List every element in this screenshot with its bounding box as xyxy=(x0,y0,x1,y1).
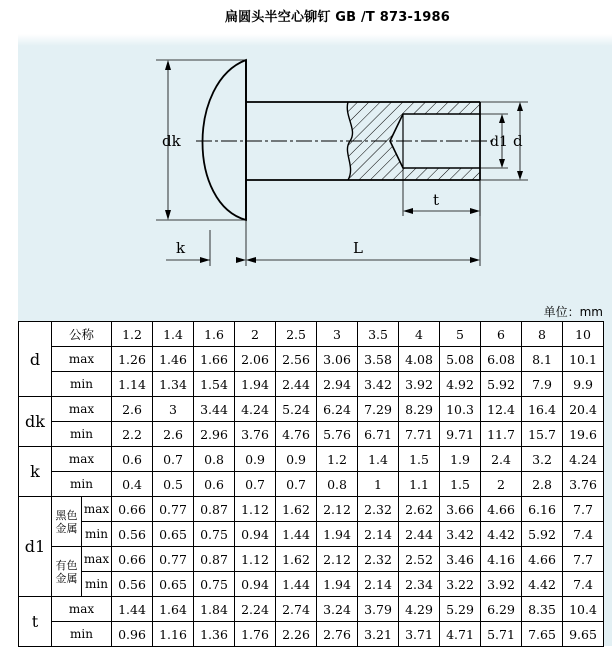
value-cell: 5.76 xyxy=(317,422,358,447)
value-cell: 1.4 xyxy=(358,447,399,472)
value-cell: 1.9 xyxy=(440,447,481,472)
row-label-max: max xyxy=(52,447,112,472)
value-cell: 1.94 xyxy=(317,572,358,597)
value-cell: 5.24 xyxy=(276,397,317,422)
value-cell: 7.4 xyxy=(563,572,604,597)
nominal-cell: 1.6 xyxy=(194,322,235,347)
value-cell: 2.24 xyxy=(235,597,276,622)
value-cell: 1.84 xyxy=(194,597,235,622)
value-cell: 2.34 xyxy=(399,572,440,597)
value-cell: 2.44 xyxy=(276,372,317,397)
value-cell: 6.16 xyxy=(522,497,563,522)
value-cell: 2.14 xyxy=(358,572,399,597)
nominal-cell: 1.4 xyxy=(153,322,194,347)
d-arrow-bottom xyxy=(517,171,523,180)
value-cell: 1.64 xyxy=(153,597,194,622)
value-cell: 10.1 xyxy=(563,347,604,372)
d1-arrow-top xyxy=(499,114,505,123)
value-cell: 2.6 xyxy=(112,397,153,422)
value-cell: 1.62 xyxy=(276,547,317,572)
value-cell: 3.2 xyxy=(522,447,563,472)
value-cell: 4.16 xyxy=(481,547,522,572)
value-cell: 1.5 xyxy=(440,472,481,497)
value-cell: 0.8 xyxy=(194,447,235,472)
value-cell: 1.2 xyxy=(317,447,358,472)
value-cell: 1.26 xyxy=(112,347,153,372)
table-row-dk-min xyxy=(19,422,604,447)
t-arrow-left xyxy=(403,208,413,214)
value-cell: 12.4 xyxy=(481,397,522,422)
value-cell: 1.94 xyxy=(235,372,276,397)
value-cell: 3.66 xyxy=(440,497,481,522)
nominal-cell: 8 xyxy=(522,322,563,347)
table-row-k-max xyxy=(19,447,604,472)
d1-label: d1 xyxy=(490,134,508,150)
row-label-max: max xyxy=(52,397,112,422)
value-cell: 0.7 xyxy=(153,447,194,472)
value-cell: 3.58 xyxy=(358,347,399,372)
value-cell: 0.77 xyxy=(153,547,194,572)
table-row-d1-ferrous-min xyxy=(19,522,604,547)
row-label-max: max xyxy=(82,497,112,522)
value-cell: 2.12 xyxy=(317,497,358,522)
l-arrow-left xyxy=(246,257,256,263)
value-cell: 1.34 xyxy=(153,372,194,397)
nominal-cell: 3.5 xyxy=(358,322,399,347)
value-cell: 0.6 xyxy=(194,472,235,497)
value-cell: 2.6 xyxy=(153,422,194,447)
d-label: d xyxy=(513,132,523,150)
nominal-cell: 1.2 xyxy=(112,322,153,347)
value-cell: 1.62 xyxy=(276,497,317,522)
value-cell: 0.6 xyxy=(112,447,153,472)
header-row xyxy=(19,322,604,347)
value-cell: 7.65 xyxy=(522,622,563,647)
value-cell: 7.7 xyxy=(563,497,604,522)
value-cell: 3.42 xyxy=(358,372,399,397)
value-cell: 3.92 xyxy=(399,372,440,397)
value-cell: 2.2 xyxy=(112,422,153,447)
value-cell: 15.7 xyxy=(522,422,563,447)
value-cell: 1.76 xyxy=(235,622,276,647)
value-cell: 16.4 xyxy=(522,397,563,422)
row-label-max: max xyxy=(82,547,112,572)
value-cell: 9.9 xyxy=(563,372,604,397)
table-row-t-max xyxy=(19,597,604,622)
value-cell: 3.92 xyxy=(481,572,522,597)
t-arrow-right xyxy=(470,208,480,214)
value-cell: 0.7 xyxy=(235,472,276,497)
value-cell: 1.94 xyxy=(317,522,358,547)
nominal-header: 公称 xyxy=(52,322,112,347)
value-cell: 1.46 xyxy=(153,347,194,372)
value-cell: 20.4 xyxy=(563,397,604,422)
nominal-cell: 5 xyxy=(440,322,481,347)
group-label-k: k xyxy=(19,447,52,497)
value-cell: 6.24 xyxy=(317,397,358,422)
value-cell: 1.44 xyxy=(276,572,317,597)
value-cell: 5.92 xyxy=(481,372,522,397)
nominal-cell: 2 xyxy=(235,322,276,347)
k-arrow-right xyxy=(236,257,246,263)
value-cell: 0.5 xyxy=(153,472,194,497)
value-cell: 2.4 xyxy=(481,447,522,472)
value-cell: 19.6 xyxy=(563,422,604,447)
value-cell: 2.62 xyxy=(399,497,440,522)
value-cell: 3.42 xyxy=(440,522,481,547)
value-cell: 2.96 xyxy=(194,422,235,447)
l-label: L xyxy=(353,239,363,257)
value-cell: 4.92 xyxy=(440,372,481,397)
value-cell: 4.42 xyxy=(522,572,563,597)
value-cell: 4.42 xyxy=(481,522,522,547)
value-cell: 11.7 xyxy=(481,422,522,447)
value-cell: 2.06 xyxy=(235,347,276,372)
material-label-nonferrous: 有色金属 xyxy=(52,547,82,597)
value-cell: 1.1 xyxy=(399,472,440,497)
value-cell: 2.52 xyxy=(399,547,440,572)
value-cell: 0.65 xyxy=(153,522,194,547)
value-cell: 2.74 xyxy=(276,597,317,622)
row-label-min: min xyxy=(52,472,112,497)
value-cell: 4.24 xyxy=(563,447,604,472)
nominal-cell: 2.5 xyxy=(276,322,317,347)
dk-label: dk xyxy=(162,132,181,150)
value-cell: 1.36 xyxy=(194,622,235,647)
value-cell: 0.8 xyxy=(317,472,358,497)
value-cell: 6.71 xyxy=(358,422,399,447)
k-label: k xyxy=(176,239,186,257)
value-cell: 1.44 xyxy=(112,597,153,622)
row-label-min: min xyxy=(52,372,112,397)
nominal-cell: 10 xyxy=(563,322,604,347)
value-cell: 3.22 xyxy=(440,572,481,597)
table-row-d-min xyxy=(19,372,604,397)
value-cell: 4.24 xyxy=(235,397,276,422)
material-label-ferrous: 黑色金属 xyxy=(52,497,82,547)
value-cell: 2.14 xyxy=(358,522,399,547)
value-cell: 8.35 xyxy=(522,597,563,622)
value-cell: 0.94 xyxy=(235,572,276,597)
d1-arrow-bottom xyxy=(499,159,505,168)
page-title: 扁圆头半空心铆钉 GB /T 873-1986 xyxy=(224,10,451,25)
table-row-dk-max xyxy=(19,397,604,422)
value-cell: 2.56 xyxy=(276,347,317,372)
value-cell: 0.9 xyxy=(276,447,317,472)
value-cell: 1.16 xyxy=(153,622,194,647)
value-cell: 5.29 xyxy=(440,597,481,622)
dk-arrow-bottom xyxy=(165,210,171,220)
value-cell: 3.46 xyxy=(440,547,481,572)
dk-arrow-top xyxy=(165,60,171,70)
value-cell: 0.56 xyxy=(112,572,153,597)
value-cell: 7.29 xyxy=(358,397,399,422)
value-cell: 0.96 xyxy=(112,622,153,647)
unit-label: 单位：mm xyxy=(543,305,603,319)
value-cell: 0.7 xyxy=(276,472,317,497)
value-cell: 6.08 xyxy=(481,347,522,372)
value-cell: 1.5 xyxy=(399,447,440,472)
row-label-min: min xyxy=(52,622,112,647)
nominal-cell: 4 xyxy=(399,322,440,347)
value-cell: 8.1 xyxy=(522,347,563,372)
value-cell: 1.54 xyxy=(194,372,235,397)
value-cell: 3.76 xyxy=(235,422,276,447)
row-label-min: min xyxy=(82,522,112,547)
value-cell: 6.29 xyxy=(481,597,522,622)
value-cell: 3.24 xyxy=(317,597,358,622)
group-label-d: d xyxy=(19,322,52,397)
value-cell: 2 xyxy=(481,472,522,497)
value-cell: 1.14 xyxy=(112,372,153,397)
table-row-d1-ferrous-max xyxy=(19,497,604,522)
value-cell: 4.71 xyxy=(440,622,481,647)
value-cell: 2.32 xyxy=(358,547,399,572)
value-cell: 3.79 xyxy=(358,597,399,622)
group-label-dk: dk xyxy=(19,397,52,447)
k-arrow xyxy=(200,257,210,263)
value-cell: 8.29 xyxy=(399,397,440,422)
value-cell: 0.9 xyxy=(235,447,276,472)
value-cell: 0.75 xyxy=(194,572,235,597)
value-cell: 1.12 xyxy=(235,547,276,572)
value-cell: 1.44 xyxy=(276,522,317,547)
nominal-cell: 6 xyxy=(481,322,522,347)
value-cell: 0.87 xyxy=(194,497,235,522)
value-cell: 2.32 xyxy=(358,497,399,522)
value-cell: 0.4 xyxy=(112,472,153,497)
value-cell: 4.66 xyxy=(522,547,563,572)
row-label-min: min xyxy=(52,422,112,447)
value-cell: 10.4 xyxy=(563,597,604,622)
table-row-d-max xyxy=(19,347,604,372)
value-cell: 0.75 xyxy=(194,522,235,547)
value-cell: 0.94 xyxy=(235,522,276,547)
rivet-technical-drawing xyxy=(18,34,612,304)
value-cell: 0.56 xyxy=(112,522,153,547)
value-cell: 9.65 xyxy=(563,622,604,647)
value-cell: 5.92 xyxy=(522,522,563,547)
value-cell: 2.44 xyxy=(399,522,440,547)
row-label-min: min xyxy=(82,572,112,597)
value-cell: 5.08 xyxy=(440,347,481,372)
rivet-head-outline xyxy=(203,60,247,220)
value-cell: 4.76 xyxy=(276,422,317,447)
value-cell: 1.12 xyxy=(235,497,276,522)
value-cell: 2.8 xyxy=(522,472,563,497)
value-cell: 3.44 xyxy=(194,397,235,422)
group-label-t: t xyxy=(19,597,52,647)
value-cell: 2.26 xyxy=(276,622,317,647)
value-cell: 2.12 xyxy=(317,547,358,572)
value-cell: 3.71 xyxy=(399,622,440,647)
t-label: t xyxy=(433,191,440,209)
table-row-k-min xyxy=(19,472,604,497)
value-cell: 5.71 xyxy=(481,622,522,647)
value-cell: 1 xyxy=(358,472,399,497)
value-cell: 0.77 xyxy=(153,497,194,522)
table-row-t-min xyxy=(19,622,604,647)
value-cell: 7.7 xyxy=(563,547,604,572)
value-cell: 10.3 xyxy=(440,397,481,422)
value-cell: 7.4 xyxy=(563,522,604,547)
value-cell: 3.06 xyxy=(317,347,358,372)
value-cell: 4.29 xyxy=(399,597,440,622)
value-cell: 3.76 xyxy=(563,472,604,497)
value-cell: 0.66 xyxy=(112,547,153,572)
value-cell: 3 xyxy=(153,397,194,422)
table-row-d1-nonferrous-max xyxy=(19,547,604,572)
value-cell: 9.71 xyxy=(440,422,481,447)
row-label-max: max xyxy=(52,597,112,622)
l-arrow-right xyxy=(470,257,480,263)
row-label-max: max xyxy=(52,347,112,372)
value-cell: 4.66 xyxy=(481,497,522,522)
dimension-table xyxy=(18,321,604,647)
value-cell: 4.08 xyxy=(399,347,440,372)
nominal-cell: 3 xyxy=(317,322,358,347)
value-cell: 3.21 xyxy=(358,622,399,647)
value-cell: 2.94 xyxy=(317,372,358,397)
value-cell: 1.66 xyxy=(194,347,235,372)
group-label-d1: d1 xyxy=(19,497,52,597)
value-cell: 0.66 xyxy=(112,497,153,522)
value-cell: 0.87 xyxy=(194,547,235,572)
value-cell: 0.65 xyxy=(153,572,194,597)
value-cell: 7.71 xyxy=(399,422,440,447)
value-cell: 7.9 xyxy=(522,372,563,397)
d-arrow-top xyxy=(517,102,523,111)
value-cell: 2.76 xyxy=(317,622,358,647)
table-row-d1-nonferrous-min xyxy=(19,572,604,597)
